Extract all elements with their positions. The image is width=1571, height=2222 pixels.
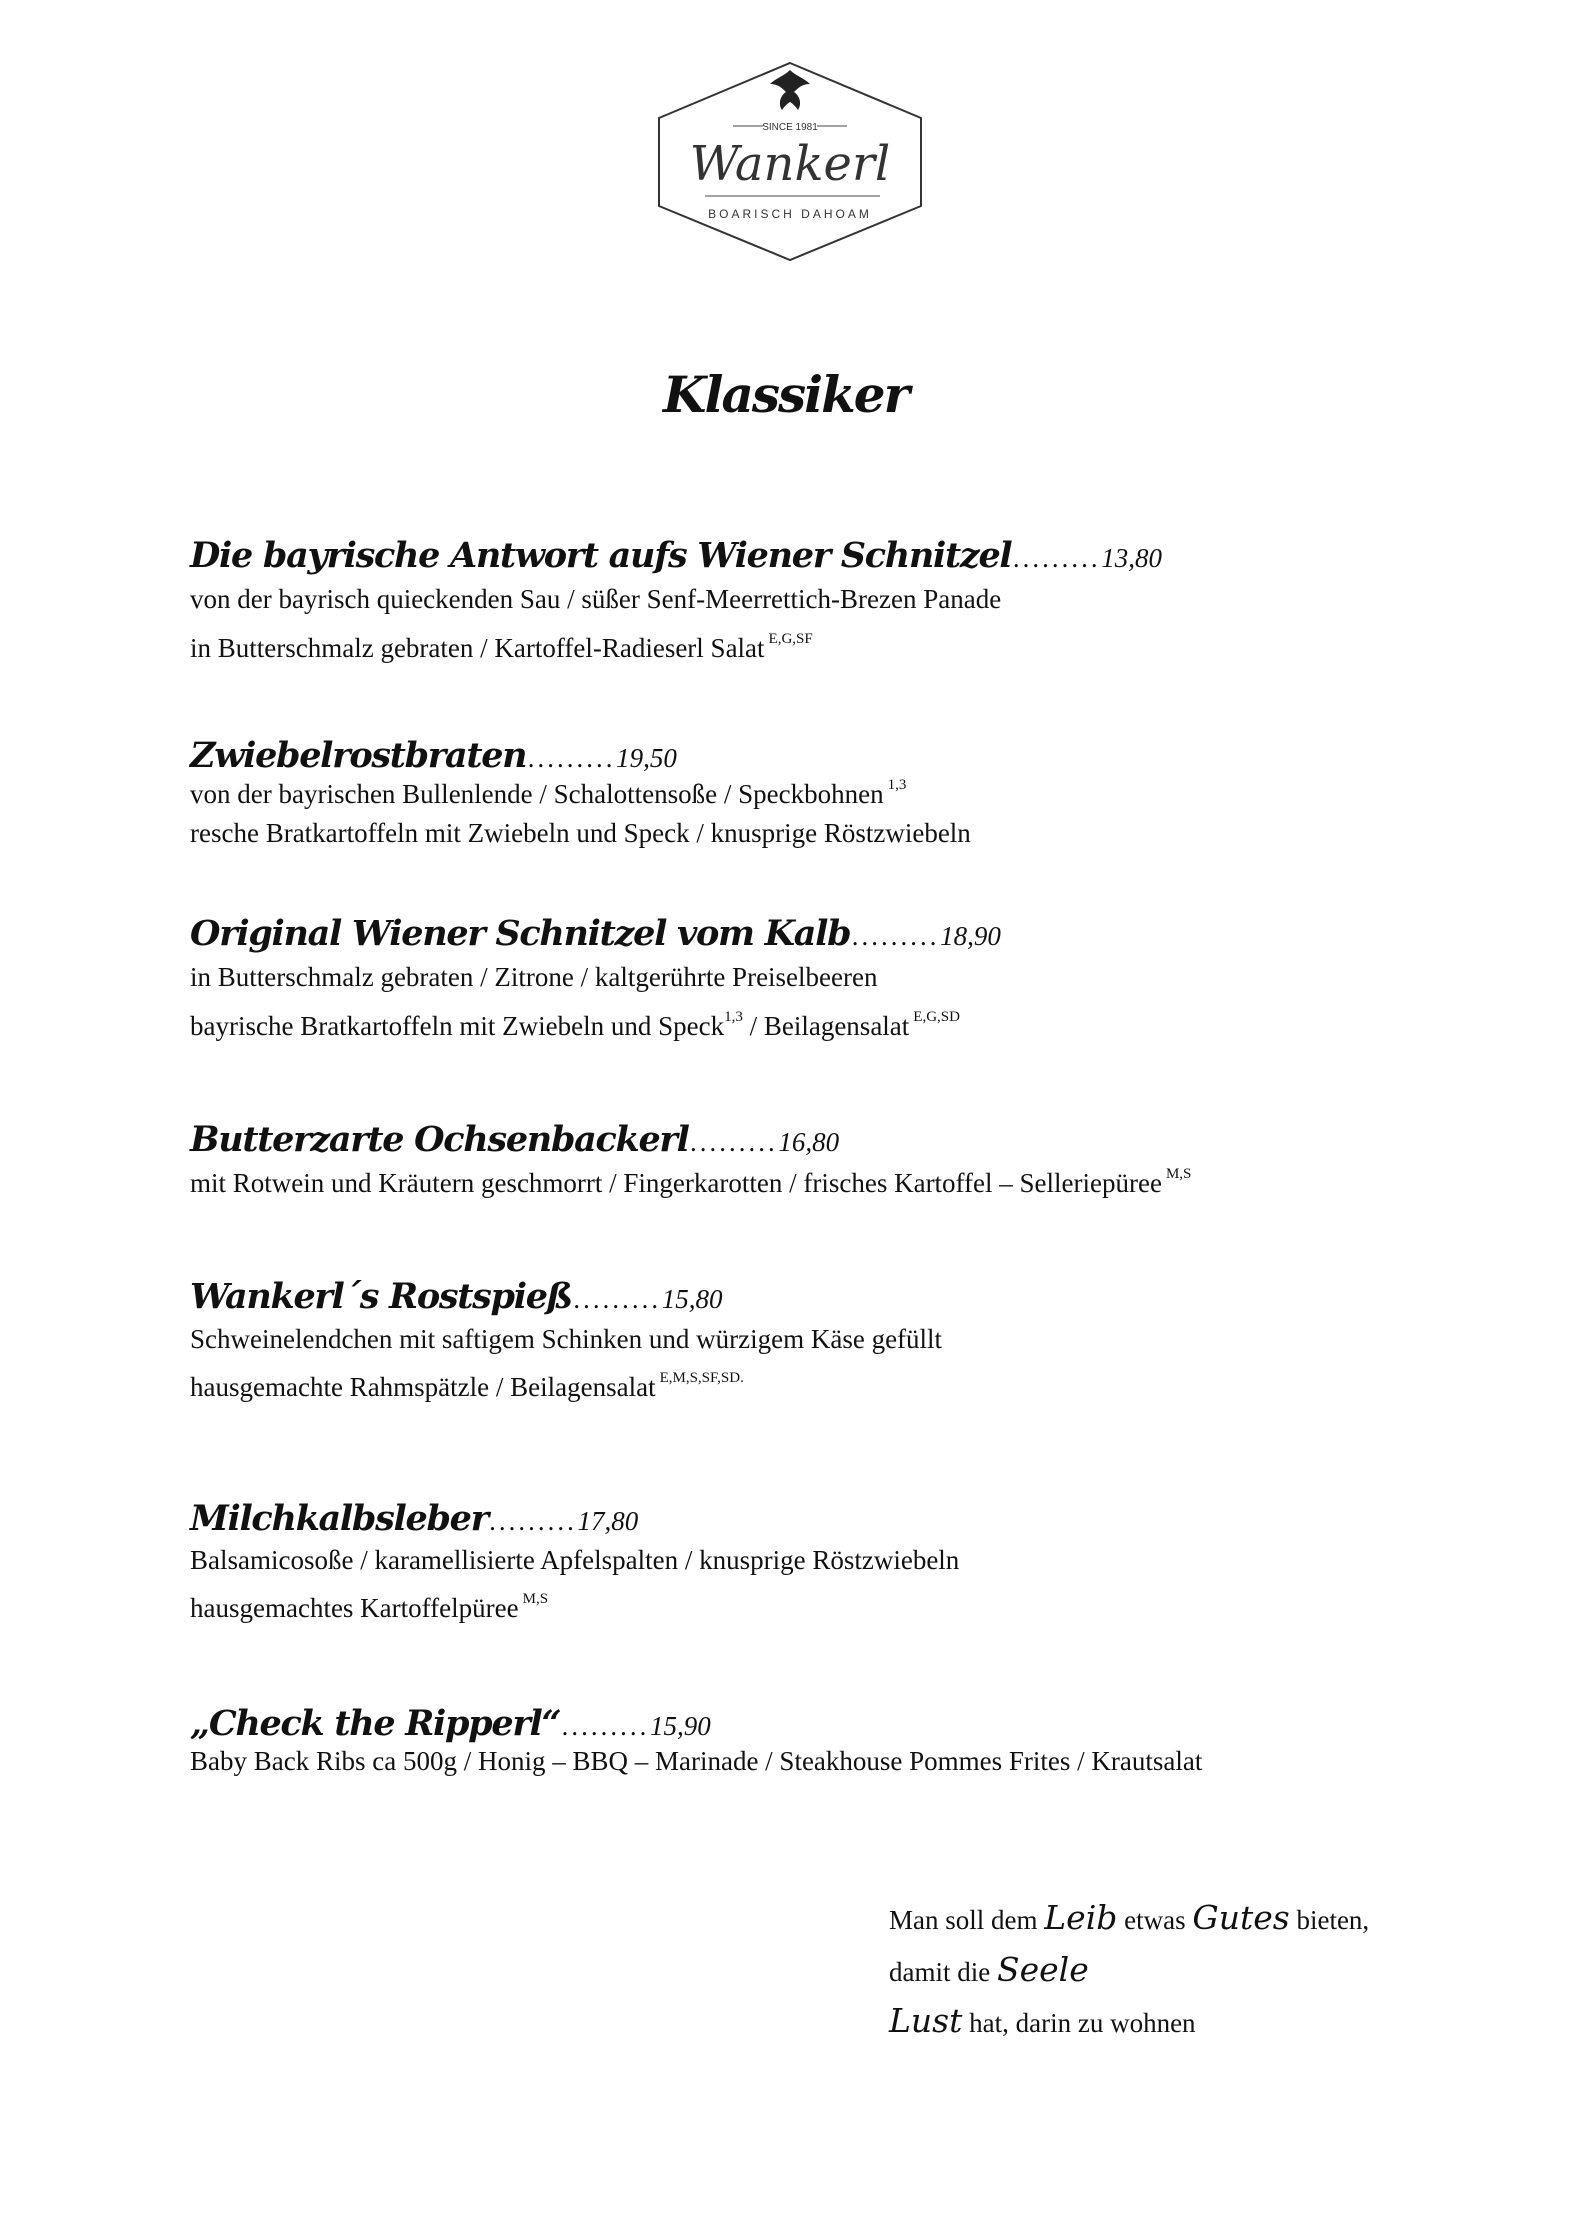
- allergen-codes: 1,3: [887, 777, 907, 793]
- dish-price: 15,90: [650, 1711, 711, 1741]
- dish-price: 16,80: [778, 1127, 840, 1157]
- leader-dots: .........: [1013, 543, 1102, 573]
- leader-dots: .........: [528, 743, 617, 773]
- menu-item-heading: [190, 913, 1440, 954]
- menu-item-heading: [190, 1703, 1440, 1744]
- leader-dots: .........: [562, 1711, 651, 1741]
- leader-dots: .........: [852, 921, 941, 951]
- eagle-leaf-icon: [770, 70, 810, 110]
- leader-dots: .........: [690, 1127, 779, 1157]
- dish-description: hausgemachte Rahmspätzle / Beilagensalat $^{E,M,S,SF,SD.}$: [190, 1370, 744, 1402]
- dish-price: 13,80: [1101, 543, 1162, 573]
- dish-name: Wankerl´s Rostspieß: [190, 1276, 572, 1317]
- quote-line: Lust hat, darin zu wohnen: [889, 2001, 1196, 2040]
- menu-item: [190, 735, 1440, 848]
- dish-description: mit Rotwein und Kräutern geschmorrt / Fingerkarotten / frisches Kartoffel – Selleriepüree $^{M,S}$: [190, 1166, 1192, 1198]
- menu-item: [190, 1276, 1440, 1402]
- restaurant-logo: [655, 60, 925, 262]
- dish-name: Die bayrische Antwort aufs Wiener Schnitzel: [190, 535, 1012, 576]
- dish-price: 17,80: [577, 1506, 639, 1536]
- menu-item: [190, 913, 1440, 1041]
- menu-item-heading: [190, 1498, 1440, 1539]
- dish-price: 15,80: [661, 1284, 723, 1314]
- dish-price: 18,90: [940, 921, 1001, 951]
- logo-since: SINCE 1981: [762, 122, 818, 133]
- page-title: Klassiker: [663, 365, 908, 424]
- dish-description: bayrische Bratkartoffeln mit Zwiebeln und Speck$^{1,3}$ / Beilagensalat $^{E,G,SD}$: [190, 1009, 960, 1041]
- allergen-codes: M,S: [522, 1591, 549, 1607]
- menu-item-heading: [190, 1119, 1440, 1160]
- leader-dots: .........: [573, 1284, 662, 1314]
- dish-description: Balsamicosoße / karamellisierte Apfelspalten / knusprige Röstzwiebeln: [190, 1545, 960, 1575]
- dish-description: resche Bratkartoffeln mit Zwiebeln und Speck / knusprige Röstzwiebeln: [190, 818, 971, 848]
- menu-item-heading: [190, 1276, 1440, 1317]
- allergen-codes: E,G,SD: [913, 1009, 960, 1025]
- quote-line: Man soll dem Leib etwas Gutes bieten,: [889, 1898, 1370, 1937]
- menu-item: [190, 535, 1440, 663]
- allergen-codes: M,S: [1165, 1166, 1192, 1182]
- logo-tagline: BOARISCH DAHOAM: [708, 207, 872, 221]
- menu-item-heading: [190, 735, 1440, 776]
- dish-name: „Check the Ripperl“: [190, 1703, 561, 1744]
- menu-item: [190, 1703, 1440, 1776]
- allergen-codes: E,G,SF: [768, 631, 813, 647]
- dish-description: in Butterschmalz gebraten / Zitrone / kaltgerührte Preiselbeeren: [190, 962, 878, 992]
- dish-description: in Butterschmalz gebraten / Kartoffel-Radieserl Salat $^{E,G,SF}$: [190, 631, 813, 663]
- dish-description: von der bayrisch quieckenden Sau / süßer Senf-Meerrettich-Brezen Panade: [190, 584, 1002, 614]
- allergen-codes: E,M,S,SF,SD.: [659, 1370, 744, 1386]
- menu-item: [190, 1119, 1440, 1198]
- dish-description: hausgemachtes Kartoffelpüree $^{M,S}$: [190, 1591, 549, 1623]
- dish-name: Butterzarte Ochsenbackerl: [190, 1119, 689, 1160]
- dish-description: Baby Back Ribs ca 500g / Honig – BBQ – Marinade / Steakhouse Pommes Frites / Krautsalat: [190, 1746, 1203, 1776]
- logo-brand: Wankerl: [689, 136, 891, 192]
- dish-name: Zwiebelrostbraten: [190, 735, 527, 776]
- leader-dots: .........: [489, 1506, 578, 1536]
- menu-item: [190, 1498, 1440, 1623]
- dish-description: von der bayrischen Bullenlende / Schalottensoße / Speckbohnen $^{1,3}$: [190, 777, 907, 809]
- quote-line: damit die Seele: [889, 1950, 1089, 1989]
- dish-name: Milchkalbsleber: [190, 1498, 488, 1539]
- dish-description: Schweinelendchen mit saftigem Schinken und würzigem Käse gefüllt: [190, 1324, 943, 1354]
- menu-item-heading: [190, 535, 1440, 576]
- dish-price: 19,50: [616, 743, 677, 773]
- allergen-codes: 1,3: [724, 1009, 743, 1025]
- dish-name: Original Wiener Schnitzel vom Kalb: [190, 913, 851, 954]
